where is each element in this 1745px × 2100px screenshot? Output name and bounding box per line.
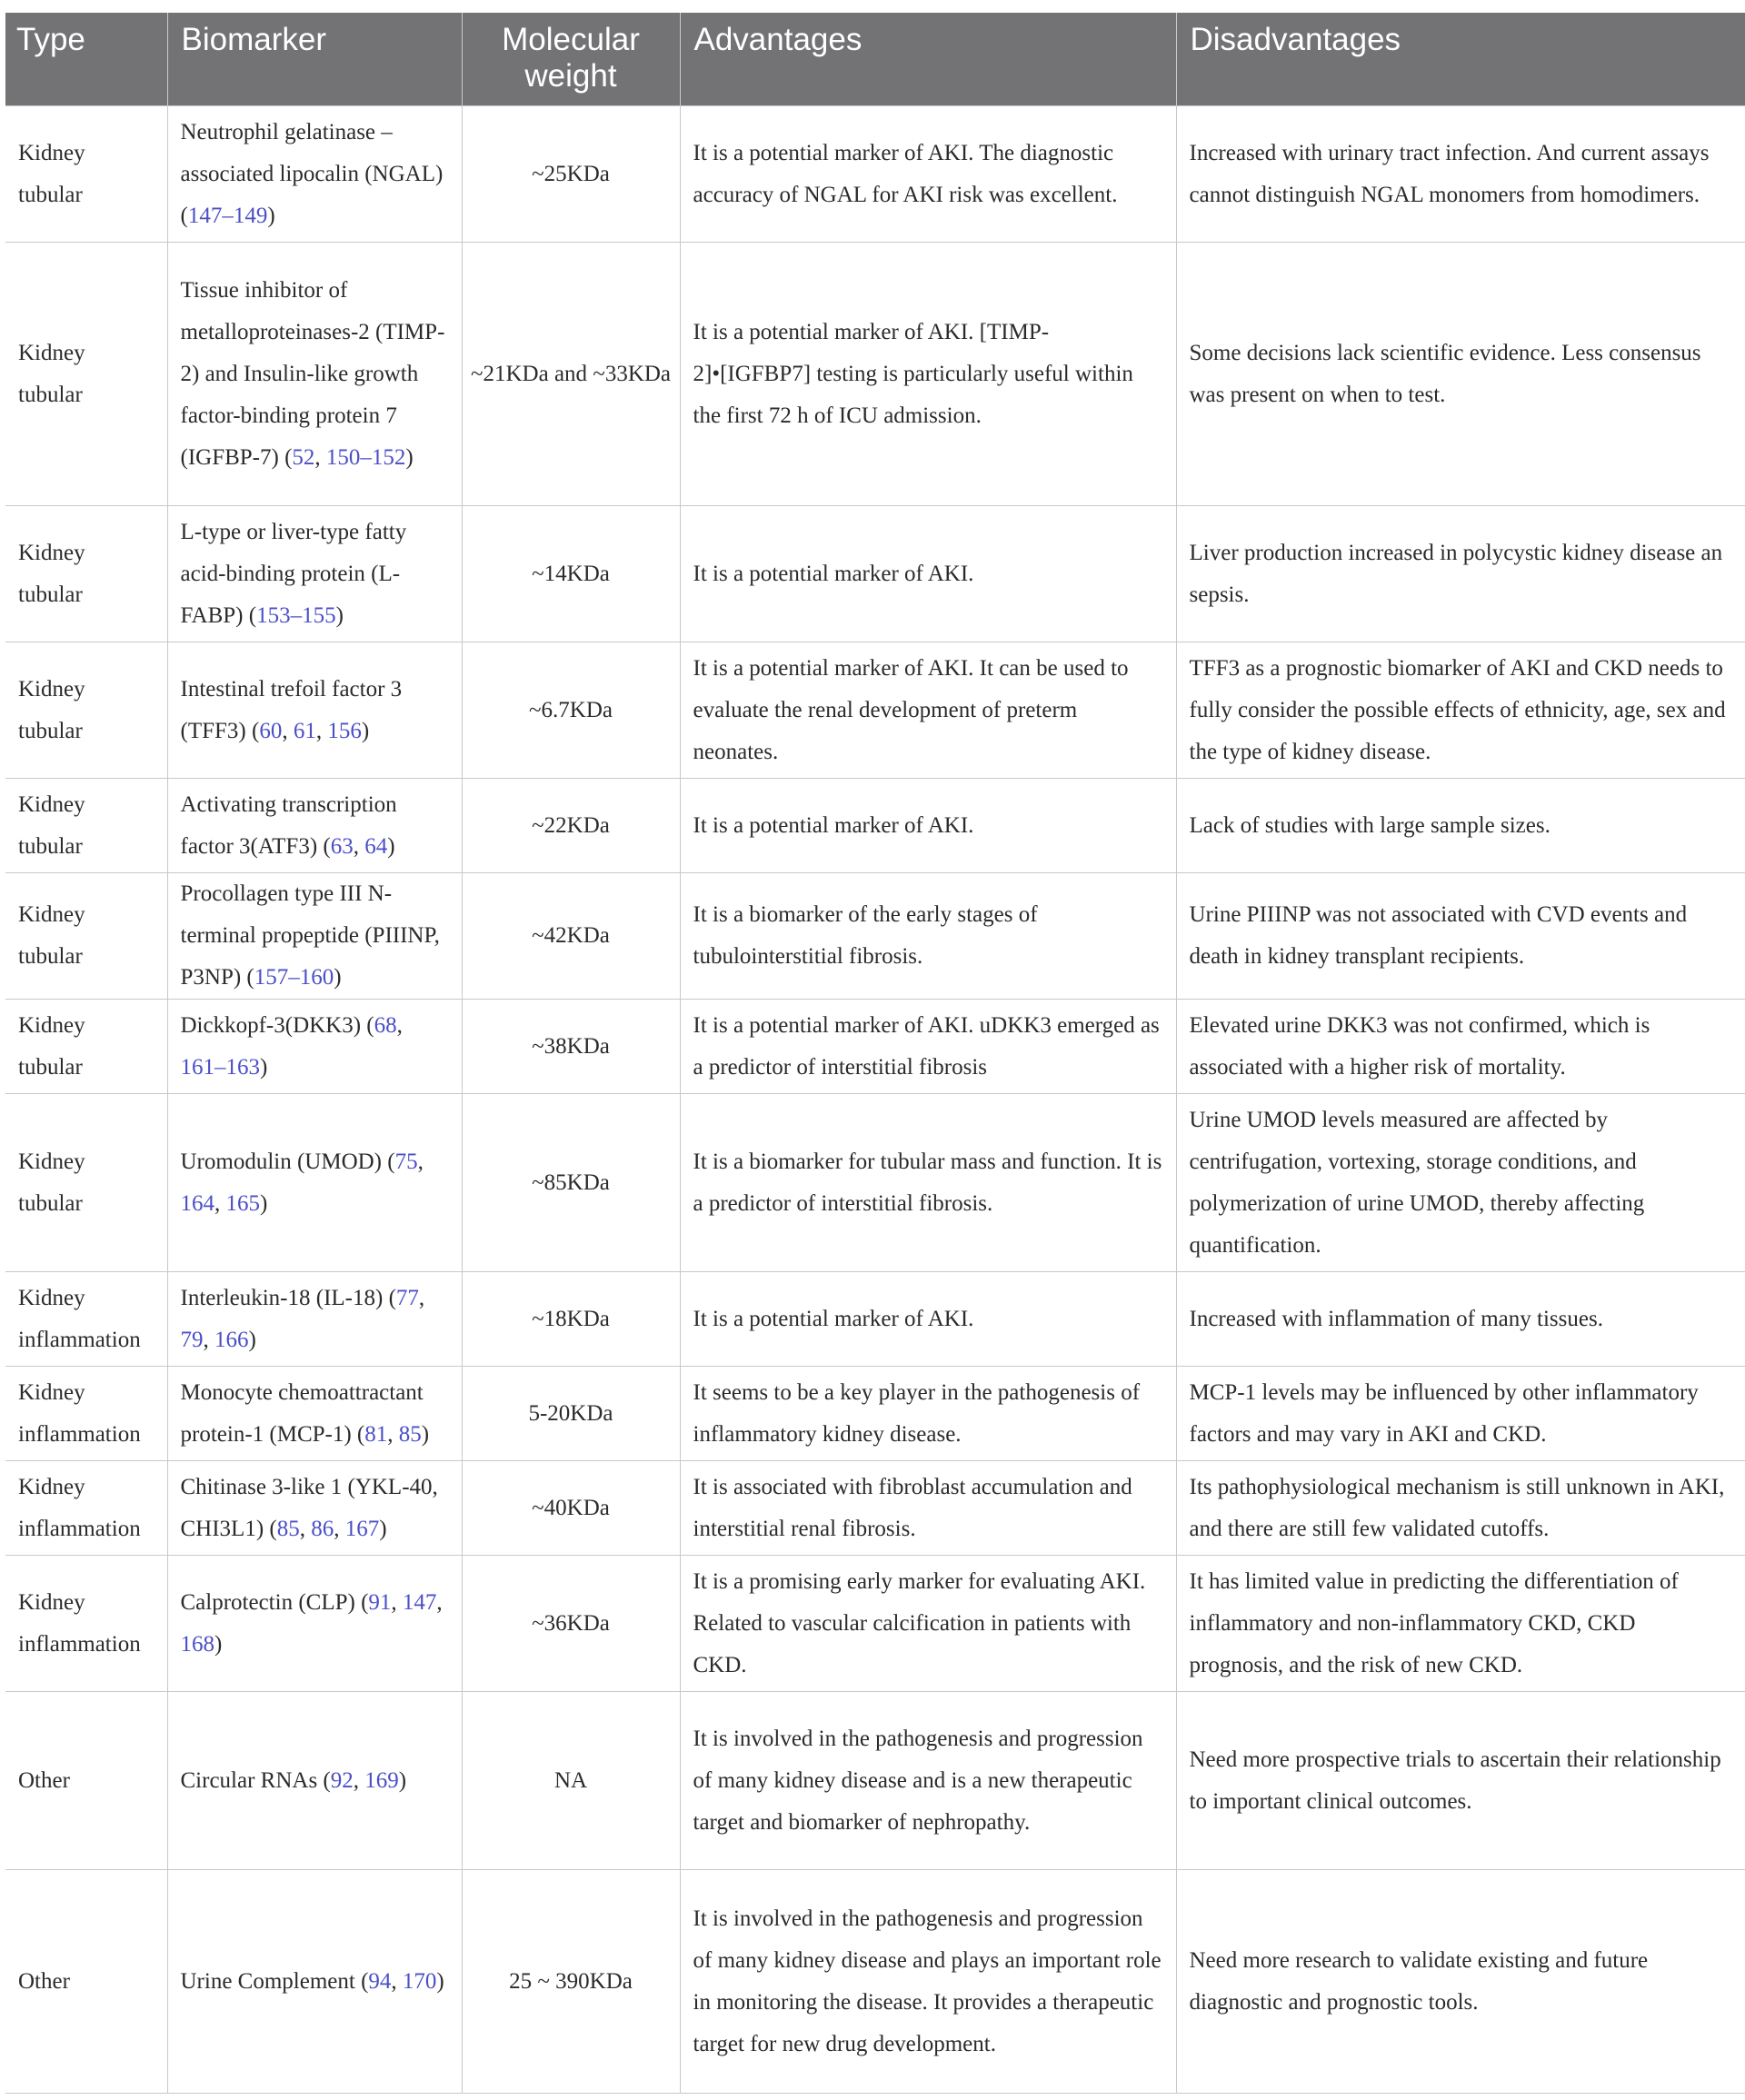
table-row	[5, 1870, 1745, 2094]
reference-link[interactable]: 164	[180, 1190, 214, 1216]
cell-disadvantages: Increased with urinary tract infection. And current assays cannot distinguish NGAL monomers from homodimers.	[1176, 106, 1745, 243]
reference-link[interactable]: 60	[259, 718, 283, 743]
reference-link[interactable]: 168	[180, 1631, 214, 1657]
biomarker-name: Urine Complement (	[180, 1968, 369, 1994]
biomarker-paren-close: )	[398, 1767, 407, 1793]
table-row	[5, 1367, 1745, 1461]
table-row	[5, 1461, 1745, 1556]
reference-link[interactable]: 77	[395, 1285, 419, 1310]
reference-link[interactable]: 165	[225, 1190, 260, 1216]
cell-biomarker: Activating transcription factor 3(ATF3) (63, 64)	[167, 779, 462, 873]
cell-advantages: It is a potential marker of AKI. uDKK3 emerged as a predictor of interstitial fibrosis	[680, 1000, 1176, 1094]
biomarker-paren-close: )	[248, 1327, 256, 1352]
reference-link[interactable]: 157–160	[254, 965, 334, 990]
biomarker-paren-close: )	[379, 1516, 387, 1541]
reference-link[interactable]: 169	[364, 1767, 399, 1793]
cell-biomarker: Urine Complement (94, 170)	[167, 1870, 462, 2094]
cell-biomarker	[167, 873, 462, 1000]
cell-type: Kidney inflammation	[5, 1272, 167, 1367]
cell-biomarker: Monocyte chemoattractant protein-1 (MCP-1) (81, 85)	[167, 1367, 462, 1461]
cell-disadvantages: TFF3 as a prognostic biomarker of AKI and CKD needs to fully consider the possible effects of ethnicity, age, sex and the type of kidney disease.	[1176, 642, 1745, 779]
cell-type: Kidney inflammation	[5, 1556, 167, 1692]
cell-biomarker: Interleukin-18 (IL-18) (77, 79, 166)	[167, 1272, 462, 1367]
reference-link[interactable]: 167	[344, 1516, 380, 1541]
cell-biomarker: Uromodulin (UMOD) (75, 164, 165)	[167, 1094, 462, 1272]
biomarker-paren-close: )	[214, 1631, 223, 1657]
biomarker-paren-close: )	[267, 203, 275, 228]
cell-biomarker: Chitinase 3-like 1 (YKL-40, CHI3L1) (85, 86, 167)	[167, 1461, 462, 1556]
table-row	[5, 506, 1745, 642]
table-row	[5, 106, 1745, 243]
cell-advantages: It is a potential marker of AKI.	[680, 506, 1176, 642]
cell-advantages: It is a biomarker for tubular mass and function. It is a predictor of interstitial fibrosis.	[680, 1094, 1176, 1272]
biomarker-paren-close: )	[361, 718, 370, 743]
cell-disadvantages: Liver production increased in polycystic kidney disease an sepsis.	[1176, 506, 1745, 642]
reference-link[interactable]: 79	[180, 1327, 204, 1352]
reference-link[interactable]: 52	[292, 444, 315, 470]
cell-disadvantages: Some decisions lack scientific evidence. Less consensus was present on when to test.	[1176, 243, 1745, 506]
cell-disadvantages: It has limited value in predicting the differentiation of inflammatory and non-inflammatory CKD, CKD prognosis, and the risk of new CKD.	[1176, 1556, 1745, 1692]
reference-link[interactable]: 147	[402, 1589, 437, 1615]
cell-disadvantages: Lack of studies with large sample sizes.	[1176, 779, 1745, 873]
cell-type: Kidney tubular	[5, 1000, 167, 1094]
cell-molecular-weight: ~25KDa	[462, 106, 680, 243]
biomarker-name: Interleukin-18 (IL-18) (	[180, 1285, 396, 1310]
reference-link[interactable]: 170	[402, 1968, 437, 1994]
biomarker-paren-close: )	[421, 1421, 430, 1447]
table-header	[5, 13, 1745, 106]
biomarker-paren-close: )	[334, 965, 342, 990]
reference-link[interactable]: 166	[214, 1327, 249, 1352]
cell-type: Kidney inflammation	[5, 1367, 167, 1461]
reference-link[interactable]: 92	[330, 1767, 354, 1793]
cell-molecular-weight: ~6.7KDa	[462, 642, 680, 779]
cell-type: Other	[5, 1870, 167, 2094]
cell-disadvantages: Elevated urine DKK3 was not confirmed, which is associated with a higher risk of mortality.	[1176, 1000, 1745, 1094]
cell-molecular-weight: ~18KDa	[462, 1272, 680, 1367]
biomarker-paren-close: )	[405, 444, 414, 470]
cell-advantages: It is a potential marker of AKI.	[680, 1272, 1176, 1367]
biomarker-table-container	[5, 13, 1745, 2094]
header-advantages: Advantages	[680, 13, 1176, 106]
reference-link[interactable]: 156	[327, 718, 362, 743]
biomarker-paren-close: )	[260, 1054, 268, 1080]
cell-advantages: It is involved in the pathogenesis and progression of many kidney disease and is a new therapeutic target and biomarker of nephropathy.	[680, 1692, 1176, 1870]
table-body	[5, 106, 1745, 2094]
biomarker-name: Activating transcription factor 3(ATF3) (	[180, 791, 397, 859]
cell-biomarker	[167, 106, 462, 243]
biomarker-name: Chitinase 3-like 1 (YKL-40, CHI3L1) (	[180, 1474, 438, 1541]
header-molecular-weight: Molecular weight	[462, 13, 680, 106]
cell-molecular-weight: ~14KDa	[462, 506, 680, 642]
reference-link[interactable]: 85	[398, 1421, 422, 1447]
cell-biomarker: Dickkopf-3(DKK3) (68, 161–163)	[167, 1000, 462, 1094]
cell-type: Kidney tubular	[5, 779, 167, 873]
cell-type: Kidney tubular	[5, 243, 167, 506]
reference-link[interactable]: 150–152	[325, 444, 406, 470]
cell-type: Other	[5, 1692, 167, 1870]
cell-disadvantages: Urine PIIINP was not associated with CVD events and death in kidney transplant recipients.	[1176, 873, 1745, 1000]
cell-molecular-weight: 5-20KDa	[462, 1367, 680, 1461]
cell-disadvantages: Need more prospective trials to ascertain their relationship to important clinical outcomes.	[1176, 1692, 1745, 1870]
cell-biomarker: Intestinal trefoil factor 3 (TFF3) (60, 61, 156)	[167, 642, 462, 779]
reference-link[interactable]: 61	[293, 718, 316, 743]
table-row	[5, 1000, 1745, 1094]
header-biomarker: Biomarker	[167, 13, 462, 106]
cell-molecular-weight: ~40KDa	[462, 1461, 680, 1556]
biomarker-table	[5, 13, 1745, 2094]
cell-type: Kidney tubular	[5, 106, 167, 243]
cell-molecular-weight: NA	[462, 1692, 680, 1870]
cell-advantages: It is a potential marker of AKI. The diagnostic accuracy of NGAL for AKI risk was excellent.	[680, 106, 1176, 243]
table-row	[5, 243, 1745, 506]
biomarker-name: Procollagen type III N-terminal propeptide (PIIINP, P3NP) (	[180, 881, 440, 990]
reference-link[interactable]: 153–155	[256, 602, 336, 628]
cell-molecular-weight: 25 ~ 390KDa	[462, 1870, 680, 2094]
cell-biomarker	[167, 506, 462, 642]
cell-type: Kidney tubular	[5, 642, 167, 779]
reference-link[interactable]: 91	[368, 1589, 392, 1615]
header-disadvantages: Disadvantages	[1176, 13, 1745, 106]
biomarker-paren-close: )	[387, 833, 395, 859]
cell-biomarker: Circular RNAs (92, 169)	[167, 1692, 462, 1870]
cell-type: Kidney tubular	[5, 506, 167, 642]
cell-disadvantages: Its pathophysiological mechanism is still unknown in AKI, and there are still few validated cutoffs.	[1176, 1461, 1745, 1556]
header-row	[5, 13, 1745, 106]
cell-molecular-weight: ~21KDa and ~33KDa	[462, 243, 680, 506]
cell-advantages: It is a promising early marker for evaluating AKI. Related to vascular calcification in patients with CKD.	[680, 1556, 1176, 1692]
table-row	[5, 1556, 1745, 1692]
biomarker-name: Uromodulin (UMOD) (	[180, 1149, 395, 1174]
table-row	[5, 1692, 1745, 1870]
reference-link[interactable]: 68	[374, 1012, 397, 1038]
cell-disadvantages: Increased with inflammation of many tissues.	[1176, 1272, 1745, 1367]
cell-molecular-weight: ~42KDa	[462, 873, 680, 1000]
biomarker-name: Tissue inhibitor of metalloproteinases-2 (TIMP-2) and Insulin-like growth factor-binding protein 7 (IGFBP-7) (	[180, 277, 445, 470]
cell-advantages: It is a potential marker of AKI.	[680, 779, 1176, 873]
header-type: Type	[5, 13, 167, 106]
cell-advantages: It is involved in the pathogenesis and progression of many kidney disease and plays an important role in monitoring the disease. It provides a therapeutic target for new drug development.	[680, 1870, 1176, 2094]
cell-type: Kidney inflammation	[5, 1461, 167, 1556]
biomarker-paren-close: )	[436, 1968, 444, 1994]
biomarker-name: Calprotectin (CLP) (	[180, 1589, 369, 1615]
reference-link[interactable]: 161–163	[180, 1054, 260, 1080]
cell-advantages: It is a potential marker of AKI. It can be used to evaluate the renal development of preterm neonates.	[680, 642, 1176, 779]
reference-link[interactable]: 86	[311, 1516, 334, 1541]
table-row	[5, 873, 1745, 1000]
cell-molecular-weight: ~36KDa	[462, 1556, 680, 1692]
cell-disadvantages: Need more research to validate existing and future diagnostic and prognostic tools.	[1176, 1870, 1745, 2094]
reference-link[interactable]: 85	[276, 1516, 300, 1541]
reference-link[interactable]: 94	[368, 1968, 392, 1994]
biomarker-name: Dickkopf-3(DKK3) (	[180, 1012, 374, 1038]
table-row	[5, 1094, 1745, 1272]
cell-type: Kidney tubular	[5, 1094, 167, 1272]
cell-advantages: It is associated with fibroblast accumulation and interstitial renal fibrosis.	[680, 1461, 1176, 1556]
cell-advantages: It seems to be a key player in the pathogenesis of inflammatory kidney disease.	[680, 1367, 1176, 1461]
biomarker-paren-close: )	[260, 1190, 268, 1216]
cell-advantages: It is a potential marker of AKI. [TIMP-2]•[IGFBP7] testing is particularly useful within the first 72 h of ICU admission.	[680, 243, 1176, 506]
cell-biomarker: Calprotectin (CLP) (91, 147, 168)	[167, 1556, 462, 1692]
cell-molecular-weight: ~38KDa	[462, 1000, 680, 1094]
table-row	[5, 779, 1745, 873]
cell-disadvantages: Urine UMOD levels measured are affected by centrifugation, vortexing, storage conditions, and polymerization of urine UMOD, thereby affecting quantification.	[1176, 1094, 1745, 1272]
biomarker-name: Neutrophil gelatinase – associated lipocalin (NGAL) (	[180, 119, 444, 228]
cell-type: Kidney tubular	[5, 873, 167, 1000]
cell-disadvantages: MCP-1 levels may be influenced by other inflammatory factors and may vary in AKI and CKD.	[1176, 1367, 1745, 1461]
cell-advantages: It is a biomarker of the early stages of tubulointerstitial fibrosis.	[680, 873, 1176, 1000]
reference-link[interactable]: 64	[364, 833, 388, 859]
reference-link[interactable]: 81	[364, 1421, 388, 1447]
reference-link[interactable]: 75	[394, 1149, 418, 1174]
reference-link[interactable]: 147–149	[187, 203, 268, 228]
biomarker-paren-close: )	[335, 602, 344, 628]
biomarker-name: Circular RNAs (	[180, 1767, 331, 1793]
cell-molecular-weight: ~22KDa	[462, 779, 680, 873]
reference-link[interactable]: 63	[330, 833, 354, 859]
biomarker-name: Monocyte chemoattractant protein-1 (MCP-1) (	[180, 1379, 424, 1447]
biomarker-name: Intestinal trefoil factor 3 (TFF3) (	[180, 676, 403, 743]
cell-molecular-weight: ~85KDa	[462, 1094, 680, 1272]
biomarker-name: L-type or liver-type fatty acid-binding protein (L-FABP) (	[180, 519, 407, 628]
table-row	[5, 1272, 1745, 1367]
cell-biomarker: Tissue inhibitor of metalloproteinases-2 (TIMP-2) and Insulin-like growth factor-binding protein 7 (IGFBP-7) (52, 150–152)	[167, 243, 462, 506]
table-row	[5, 642, 1745, 779]
